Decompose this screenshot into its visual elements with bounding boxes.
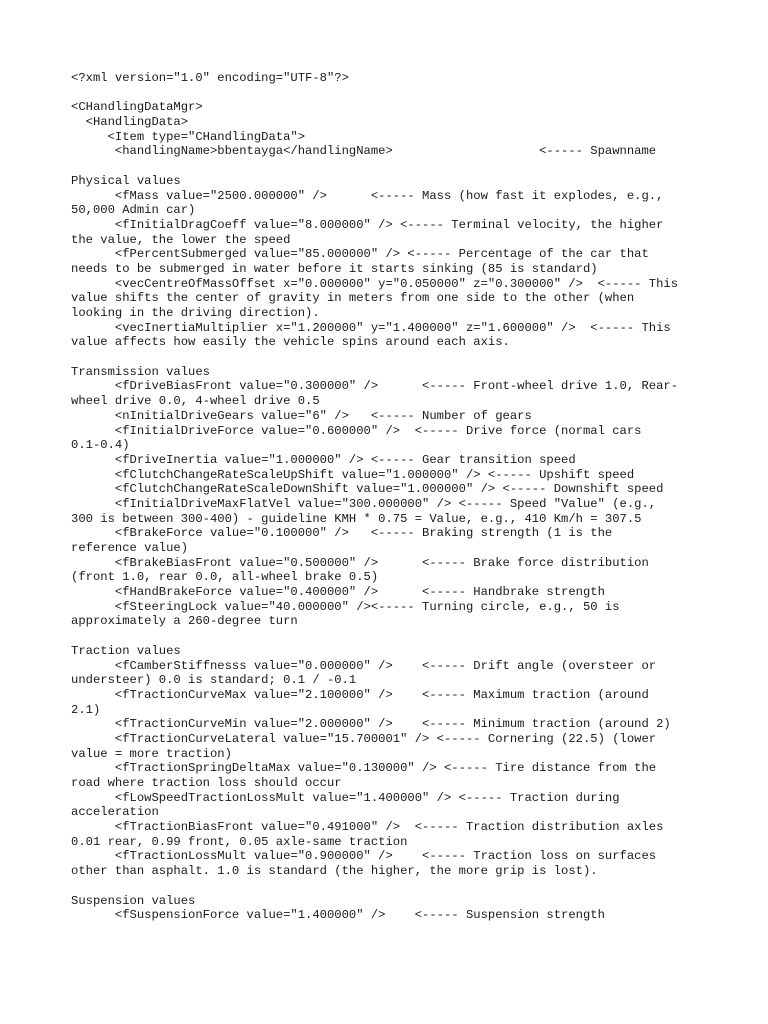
document-line [71,350,711,365]
document-line: acceleration [71,805,159,820]
document-line: <fInitialDragCoeff value="8.000000" /> <----- Terminal velocity, the higher [71,217,664,232]
document-line: <fLowSpeedTractionLossMult value="1.400000" /> <----- Traction during [71,790,620,805]
document-line: <fPercentSubmerged value="85.000000" /> <----- Percentage of the car that [71,247,649,262]
document-line: Physical values [71,173,181,188]
document-line: <fHandBrakeForce value="0.400000" /> <----- Handbrake strength [71,585,605,600]
document-line: Suspension values [71,893,196,908]
document-line: <fClutchChangeRateScaleDownShift value="1.000000" /> <----- Downshift speed [71,482,664,497]
document-line: <vecCentreOfMassOffset x="0.000000" y="0.050000" z="0.300000" /> <----- This [71,276,679,291]
document-line: <fCamberStiffnesss value="0.000000" /> <----- Drift angle (oversteer or [71,658,657,673]
document-line: <fTractionCurveLateral value="15.700001" /> <----- Cornering (22.5) (lower [71,731,657,746]
document-line: <fTractionBiasFront value="0.491000" /> <----- Traction distribution axles [71,820,664,835]
document-line: understeer) 0.0 is standard; 0.1 / -0.1 [71,673,357,688]
document-line: <fInitialDriveMaxFlatVel value="300.000000" /> <----- Speed "Value" (e.g., [71,496,657,511]
document-line: other than asphalt. 1.0 is standard (the higher, the more grip is lost). [71,864,598,879]
document-line: approximately a 260-degree turn [71,614,298,629]
document-line: <Item type="CHandlingData"> [71,129,306,144]
document-line [71,629,711,644]
document-line: <fClutchChangeRateScaleUpShift value="1.000000" /> <----- Upshift speed [71,467,635,482]
document-line: <fTractionLossMult value="0.900000" /> <----- Traction loss on surfaces [71,849,657,864]
document-line: <fDriveInertia value="1.000000" /> <----- Gear transition speed [71,452,576,467]
document-line: value shifts the center of gravity in meters from one side to the other (when [71,291,635,306]
document-line: (front 1.0, rear 0.0, all-wheel brake 0.5) [71,570,379,585]
document-line: 50,000 Admin car) [71,203,196,218]
document-line: <nInitialDriveGears value="6" /> <----- Number of gears [71,408,532,423]
document-line: <fDriveBiasFront value="0.300000" /> <----- Front-wheel drive 1.0, Rear- [71,379,679,394]
document-line: value = more traction) [71,746,232,761]
document-line: value affects how easily the vehicle spins around each axis. [71,335,510,350]
document-line: wheel drive 0.0, 4-wheel drive 0.5 [71,394,320,409]
document-line: 0.1-0.4) [71,438,130,453]
document-line: the value, the lower the speed [71,232,291,247]
document-line: Traction values [71,643,181,658]
document-line: reference value) [71,541,189,555]
document-line [71,879,711,894]
document-line: <vecInertiaMultiplier x="1.200000" y="1.400000" z="1.600000" /> <----- This [71,320,671,335]
document-line [71,159,711,174]
xml-text-document [71,71,711,923]
document-line: <fBrakeForce value="0.100000" /> <----- Braking strength (1 is the [71,526,613,541]
document-line: 300 is between 300-400) - guideline KMH * 0.75 = Value, e.g., 410 Km/h = 307.5 [71,511,642,526]
document-line: <handlingName>bbentayga</handlingName> <----- Spawnname [71,144,657,159]
document-line: <fSteeringLock value="40.000000" /><----- Turning circle, e.g., 50 is [71,599,620,614]
document-line: road where traction loss should occur [71,776,342,790]
document-line: <CHandlingDataMgr> [71,100,203,115]
document-line: needs to be submerged in water before it starts sinking (85 is standard) [71,261,598,276]
document-line: <fBrakeBiasFront value="0.500000" /> <----- Brake force distribution [71,555,649,570]
document-line: Transmission values [71,364,210,379]
document-line: looking in the driving direction). [71,306,320,320]
document-line: <fSuspensionForce value="1.400000" /> <----- Suspension strength [71,908,605,923]
document-line: <fTractionSpringDeltaMax value="0.130000" /> <----- Tire distance from the [71,761,657,776]
document-line: <fTractionCurveMin value="2.000000" /> <----- Minimum traction (around 2) [71,717,671,732]
document-line [71,86,711,101]
document-line: <fTractionCurveMax value="2.100000" /> <----- Maximum traction (around [71,687,649,702]
document-line: <HandlingData> [71,115,189,130]
document-line: <fInitialDriveForce value="0.600000" /> <----- Drive force (normal cars [71,423,642,438]
document-line: 2.1) [71,702,101,717]
document-line: <fMass value="2500.000000" /> <----- Mass (how fast it explodes, e.g., [71,188,664,203]
document-line: 0.01 rear, 0.99 front, 0.05 axle-same traction [71,834,408,849]
document-line: <?xml version="1.0" encoding="UTF-8"?> [71,71,349,85]
